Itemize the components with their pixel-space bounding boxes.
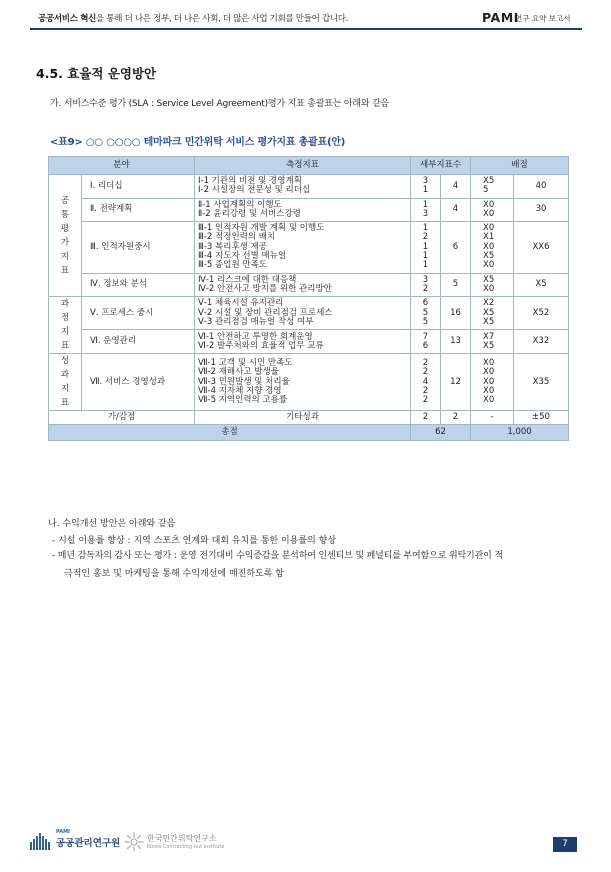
category-char: 과 (60, 299, 70, 310)
category-char: 과 (60, 370, 70, 381)
area-cell: Ⅲ. 인적자원중시 (82, 222, 195, 274)
sub-count-value: 3 (422, 208, 429, 219)
header-brand: PAMI (482, 10, 519, 25)
indicator-line: Ⅶ-4 지자체 지향 경영 (198, 385, 282, 396)
weight-cell (471, 273, 514, 297)
table-row (49, 198, 569, 222)
header-points: 배점 (471, 157, 569, 175)
weight-value: X5 (483, 274, 495, 285)
weight-cell (471, 222, 514, 274)
indicator-line: Ⅶ-5 지역인력의 고용률 (198, 395, 288, 406)
area-cell: Ⅱ. 전략계획 (82, 198, 195, 222)
sub-count-value: 5 (422, 307, 429, 318)
indicator-line: Ⅶ-1 고객 및 시민 만족도 (198, 358, 293, 369)
table-row-total (49, 425, 569, 441)
sub-count-value: 2 (422, 395, 429, 406)
indicator-line: Ⅱ-1 사업계획의 이행도 (198, 199, 282, 210)
header-area: 분야 (49, 157, 195, 175)
table-row (49, 273, 569, 297)
indicator-line: Ⅳ-1 리스크에 대한 대응책 (198, 274, 297, 285)
points-cell: X52 (514, 297, 569, 330)
indicator-cell (195, 273, 411, 297)
indicator-line: Ⅴ-2 시설 및 장비 관리점검 프로세스 (198, 307, 333, 318)
weight-value: X5 (483, 340, 495, 351)
total-label: 총점 (49, 425, 411, 441)
bonus-indicator: 기타성과 (195, 411, 411, 425)
header-tagline: 공공서비스 혁신을 통해 더 나은 정부, 더 나은 사회, 더 많은 사업 기회를 만들어 갑니다. (38, 14, 349, 24)
weight-value: X1 (483, 232, 495, 243)
weight-value: X5 (483, 317, 495, 328)
table-row-bonus (49, 411, 569, 425)
sub-count-value: 1 (422, 223, 429, 234)
sub-count-cell (411, 198, 441, 222)
points-cell: XX6 (514, 222, 569, 274)
bonus-weight: - (471, 411, 514, 425)
indicator-line: Ⅰ-2 시설장의 전문성 및 리더십 (198, 185, 311, 196)
header-report-type: 연구 요약 보고서 (515, 14, 571, 23)
footer-institute-name-en: Korea Contracting-out Institute (147, 844, 225, 850)
category-char: 정 (60, 313, 70, 324)
sub-count-value: 4 (422, 376, 429, 387)
sub-total-cell: 5 (441, 273, 471, 297)
indicator-line: Ⅴ-3 관리점검 매뉴얼 작성 여부 (198, 317, 314, 328)
bullet-annual-audit: - 매년 감독자의 감사 또는 평가 : 운영 전기대비 수익증감을 분석하여 인센티브 및 페널티를 부여함으로 위탁기관이 적 (52, 551, 503, 561)
category-cell (49, 175, 82, 297)
indicator-line: Ⅲ-5 종업원 만족도 (198, 260, 268, 271)
weight-value: X0 (483, 260, 495, 271)
points-cell: X5 (514, 273, 569, 297)
points-cell: X35 (514, 354, 569, 411)
weight-value: X0 (483, 208, 495, 219)
indicator-cell (195, 297, 411, 330)
total-points: 1,000 (471, 425, 569, 441)
sub-count-value: 2 (422, 358, 429, 369)
indicator-line: Ⅴ-1 체육시설 유지관리 (198, 298, 284, 309)
points-cell: 30 (514, 198, 569, 222)
weight-value: 5 (483, 185, 489, 196)
category-char: 지 (60, 327, 70, 338)
sub-count-cell (411, 175, 441, 199)
sub-count-value: 3 (422, 274, 429, 285)
bonus-label: 가/감점 (49, 411, 195, 425)
sun-logo-icon (124, 832, 144, 852)
header-indicator: 측정지표 (195, 157, 411, 175)
weight-value: X0 (483, 241, 495, 252)
table-row (49, 222, 569, 274)
weight-cell (471, 297, 514, 330)
footer-pami-label: PAMI (56, 829, 70, 835)
sub-count-value: 1 (422, 185, 429, 196)
area-cell: Ⅶ. 서비스 경영성과 (82, 354, 195, 411)
indicator-cell (195, 222, 411, 274)
sub-total-cell: 4 (441, 198, 471, 222)
category-char: 가 (60, 237, 70, 248)
weight-cell (471, 198, 514, 222)
weight-value: X2 (483, 298, 495, 309)
sub-count-cell (411, 273, 441, 297)
bonus-count: 2 (411, 411, 441, 425)
indicator-line: Ⅶ-3 민원발생 및 처리율 (198, 376, 290, 387)
indicator-line: Ⅱ-2 윤리강령 및 서비스강령 (198, 208, 301, 219)
section-heading: 4.5. 효율적 운영방안 (36, 66, 157, 81)
area-cell: Ⅰ. 리더십 (82, 175, 195, 199)
sub-count-value: 1 (422, 199, 429, 210)
bars-logo-icon (30, 832, 50, 850)
indicator-line: Ⅵ-1 안전하고 투명한 회계운영 (198, 331, 313, 342)
evaluation-table (48, 156, 569, 441)
sub-count-value: 2 (422, 367, 429, 378)
bonus-points: ±50 (514, 411, 569, 425)
total-sub-total: 62 (411, 425, 471, 441)
paragraph-ga: 가. 서비스수준 평가 (SLA : Service Level Agreement)평가 지표 총괄표는 아래와 같음 (50, 99, 390, 109)
sub-count-value: 2 (422, 283, 429, 294)
points-cell: 40 (514, 175, 569, 199)
paragraph-na: 나. 수익개선 방안은 아래와 같음 (48, 519, 176, 529)
category-char: 지 (60, 251, 70, 262)
sub-total-cell: 12 (441, 354, 471, 411)
category-char: 표 (60, 398, 70, 409)
table-caption: <표9> ○○ ○○○○ 테마파크 민간위탁 서비스 평가지표 총괄표(안) (50, 137, 346, 148)
bonus-sub-total: 2 (441, 411, 471, 425)
indicator-line: Ⅵ-2 발주처와의 효율적 업무 교류 (198, 340, 324, 351)
sub-total-cell: 13 (441, 330, 471, 354)
sub-count-cell (411, 354, 441, 411)
weight-cell (471, 330, 514, 354)
indicator-line: Ⅲ-2 적정인력의 배치 (198, 232, 276, 243)
sub-count-value: 2 (422, 385, 429, 396)
header-divider (30, 28, 582, 30)
sub-count-value: 1 (422, 260, 429, 271)
category-cell (49, 354, 82, 411)
weight-value: X0 (483, 367, 495, 378)
weight-value: X0 (483, 283, 495, 294)
bullet-usage-rate: - 시설 이용률 향상 : 지역 스포츠 연계와 대회 유치를 통한 이용률의 향상 (52, 536, 337, 546)
sub-total-cell: 6 (441, 222, 471, 274)
weight-value: X5 (483, 307, 495, 318)
area-cell: Ⅳ. 정보와 분석 (82, 273, 195, 297)
weight-cell (471, 354, 514, 411)
weight-value: X7 (483, 331, 495, 342)
sub-count-cell (411, 330, 441, 354)
sub-total-cell: 16 (441, 297, 471, 330)
indicator-cell (195, 330, 411, 354)
sub-total-cell: 4 (441, 175, 471, 199)
table-header-row (49, 157, 569, 175)
indicator-cell (195, 354, 411, 411)
weight-value: X0 (483, 376, 495, 387)
category-char: 표 (60, 265, 70, 276)
indicator-line: Ⅳ-2 안전사고 방지를 위한 관리방안 (198, 283, 332, 294)
weight-value: X0 (483, 223, 495, 234)
weight-value: X0 (483, 385, 495, 396)
indicator-line: Ⅲ-1 인적자원 개발 계획 및 이행도 (198, 223, 325, 234)
points-cell: X32 (514, 330, 569, 354)
indicator-line: Ⅰ-1 기관의 비전 및 경영계획 (198, 176, 302, 186)
weight-value: X0 (483, 358, 495, 369)
indicator-line: Ⅲ-3 복리후생 제공 (198, 241, 268, 252)
sub-count-value: 6 (422, 298, 429, 309)
footer-logo-kci (124, 832, 234, 854)
header-sub-count: 세부지표수 (411, 157, 471, 175)
category-char: 공 (60, 195, 70, 206)
category-char: 성 (60, 356, 70, 367)
category-cell (49, 297, 82, 354)
area-cell: Ⅴ. 프로세스 중시 (82, 297, 195, 330)
indicator-line: Ⅲ-4 지도자 선별 매뉴얼 (198, 251, 287, 262)
category-char: 평 (60, 223, 70, 234)
weight-value: X0 (483, 395, 495, 406)
indicator-line: Ⅶ-2 재해사고 발생율 (198, 367, 279, 378)
sub-count-cell (411, 297, 441, 330)
sub-count-value: 6 (422, 340, 429, 351)
indicator-cell (195, 198, 411, 222)
weight-value: X0 (483, 199, 495, 210)
category-char: 표 (60, 341, 70, 352)
category-char: 통 (60, 209, 70, 220)
weight-cell (471, 175, 514, 199)
category-char: 지 (60, 384, 70, 395)
indicator-cell (195, 175, 411, 199)
sub-count-cell (411, 222, 441, 274)
bullet-annual-audit-cont: 극적인 홍보 및 마케팅을 통해 수익개선에 매진하도록 함 (64, 569, 284, 579)
footer-institute-name: 한국민간위탁연구소 (147, 834, 217, 843)
page-number: 7 (553, 837, 577, 852)
table-row (49, 297, 569, 330)
table-row (49, 330, 569, 354)
sub-count-value: 5 (422, 317, 429, 328)
weight-value: X5 (483, 176, 495, 186)
table-row (49, 175, 569, 199)
area-cell: Ⅵ. 운영관리 (82, 330, 195, 354)
sub-count-value: 2 (422, 232, 429, 243)
sub-count-value: 7 (422, 331, 429, 342)
sub-count-value: 1 (422, 251, 429, 262)
weight-value: X5 (483, 251, 495, 262)
sub-count-value: 1 (422, 241, 429, 252)
table-row (49, 354, 569, 411)
sub-count-value: 3 (422, 176, 429, 186)
footer-org-name: 공공관리연구원 (56, 838, 121, 849)
